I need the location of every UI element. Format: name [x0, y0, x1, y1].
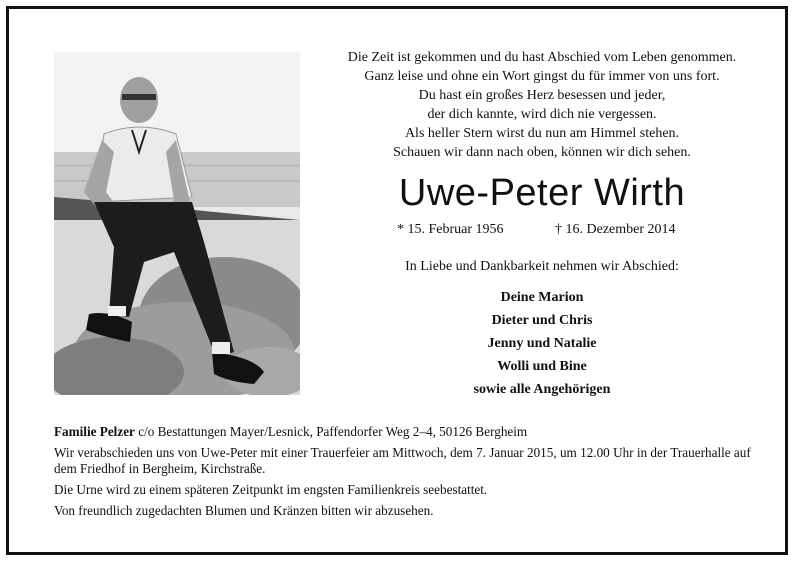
deceased-name: Uwe-Peter Wirth [398, 172, 686, 214]
urn-info: Die Urne wird zu einem späteren Zeitpunkt im engsten Familienkreis seebestattet. [54, 482, 488, 497]
family-name: Familie Pelzer [54, 424, 135, 439]
birth-date: * 15. Februar 1956 [397, 222, 504, 237]
mourner: Wolli und Bine [497, 359, 587, 374]
contact-address [54, 424, 774, 440]
address-text: c/o Bestattungen Mayer/Lesnick, Paffendorfer Weg 2–4, 50126 Bergheim [134, 424, 528, 439]
poem-line: Die Zeit ist gekommen und du hast Abschied vom Leben genommen. [347, 50, 737, 65]
portrait-photo [54, 52, 300, 395]
poem-line: Ganz leise und ohne ein Wort gingst du für immer von uns fort. [364, 69, 720, 84]
poem-line: Du hast ein großes Herz besessen und jeder, [418, 88, 666, 103]
death-date: † 16. Dezember 2014 [555, 222, 676, 237]
footer-notice [54, 424, 774, 524]
poem-line: Als heller Stern wirst du nun am Himmel stehen. [404, 126, 680, 141]
mourner: Dieter und Chris [491, 313, 593, 328]
mourner: Deine Marion [500, 290, 584, 305]
memorial-poem [318, 48, 766, 162]
service-info: Wir verabschieden uns von Uwe-Peter mit einer Trauerfeier am Mittwoch, dem 7. Januar 2015, um 12.00 Uhr in der Trauerhalle auf dem Friedhof in Bergheim, Kirchstraße. [54, 445, 751, 476]
mourners-list [318, 286, 766, 401]
farewell-line: In Liebe und Dankbarkeit nehmen wir Abschied: [405, 259, 679, 274]
poem-line: der dich kannte, wird dich nie vergessen. [427, 107, 657, 122]
mourner: Jenny und Natalie [487, 336, 597, 351]
flowers-info: Von freundlich zugedachten Blumen und Kränzen bitten wir abzusehen. [54, 503, 434, 518]
mourner: sowie alle Angehörigen [473, 382, 611, 397]
poem-line: Schauen wir dann nach oben, können wir dich sehen. [393, 145, 691, 160]
